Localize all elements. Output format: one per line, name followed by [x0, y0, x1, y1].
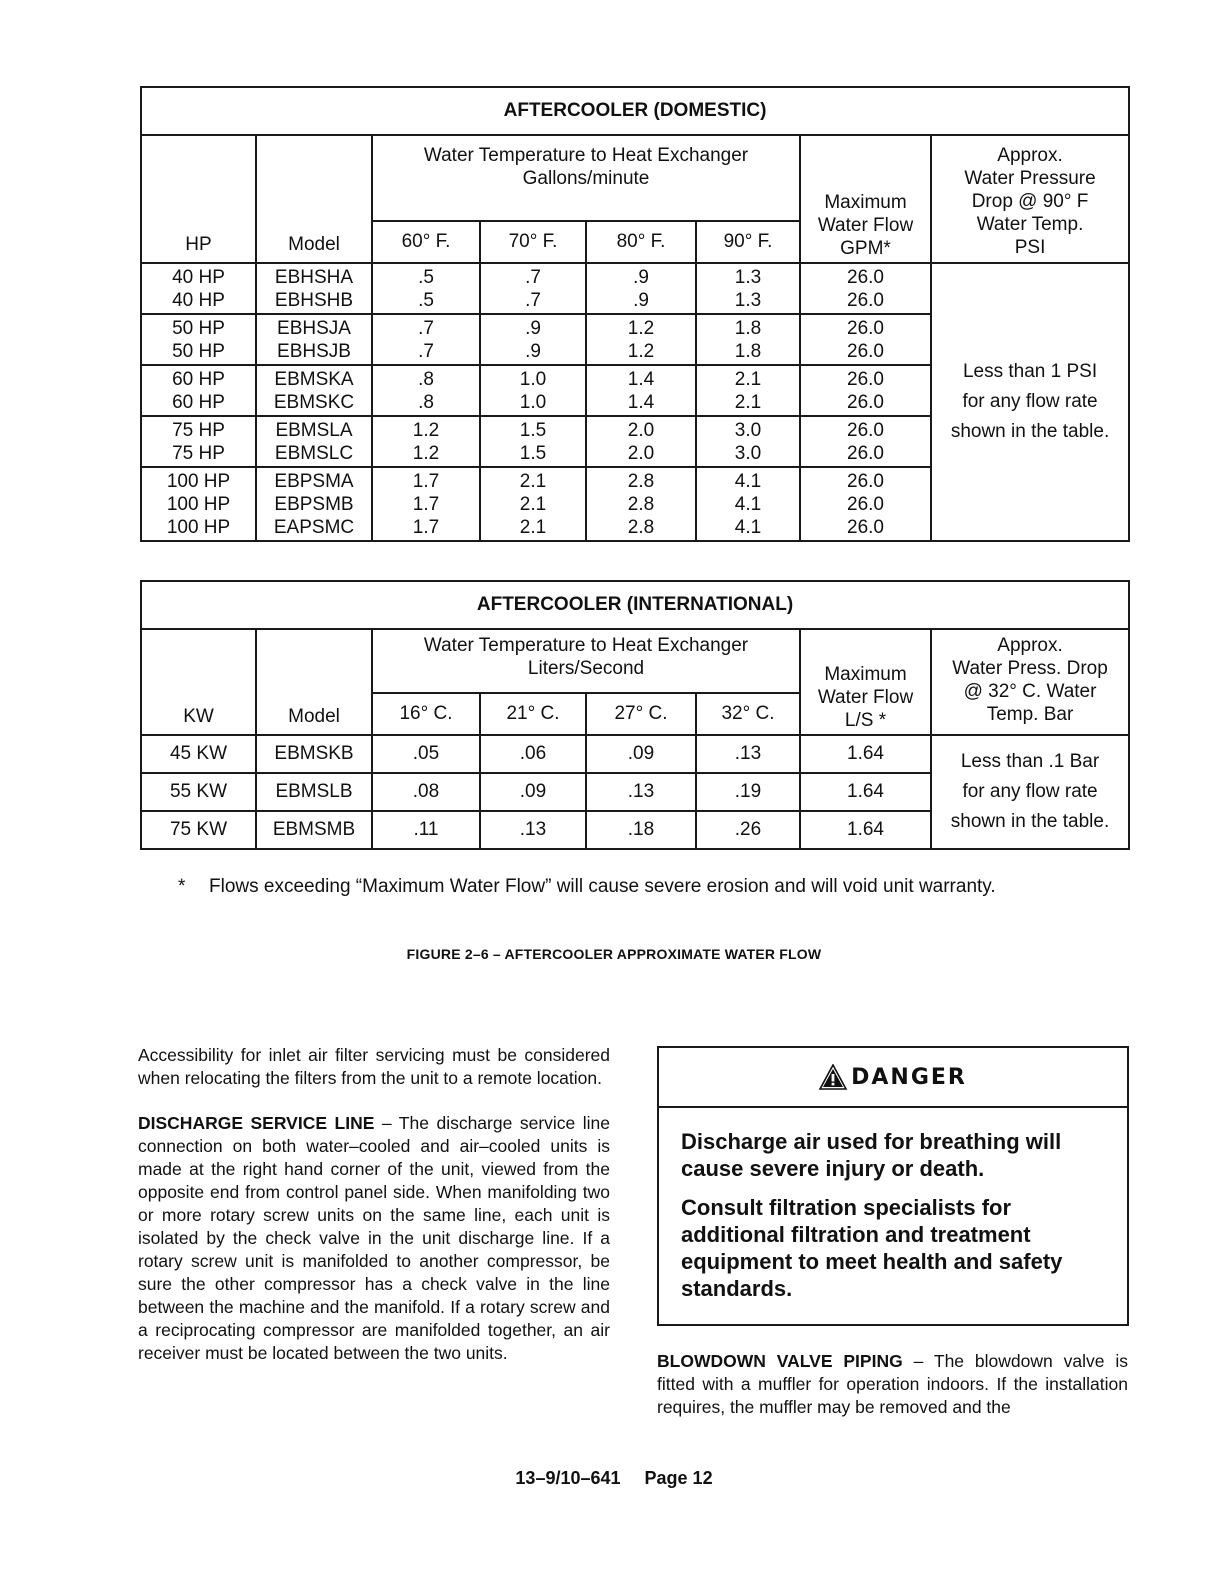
- kw-cell: 45 KW: [141, 735, 256, 773]
- header-line: GPM*: [840, 238, 891, 259]
- flow-cell: 1.2 1.2: [372, 416, 480, 467]
- paragraph: Accessibility for inlet air filter servicing must be considered when relocating the filters from the unit to a remote location.: [138, 1045, 610, 1088]
- flow-cell: 1.8 1.8: [696, 314, 800, 365]
- page-number: Page 12: [644, 1468, 713, 1488]
- hp-cell: 75 HP 75 HP: [141, 416, 256, 467]
- col-header-pressure-drop: [931, 135, 1129, 263]
- section-heading: DISCHARGE SERVICE LINE: [138, 1113, 375, 1133]
- header-line: Temp. Bar: [986, 704, 1074, 725]
- right-column-text: [657, 1350, 1128, 1419]
- model-cell: EBPSMA EBPSMB EAPSMC: [256, 467, 372, 541]
- document-number: 13–9/10–641: [515, 1468, 621, 1488]
- col-header-temp: 80° F.: [586, 221, 696, 263]
- col-header-water-temperature: [372, 629, 800, 693]
- footnote-text: Flows exceeding “Maximum Water Flow” will cause severe erosion and will void unit warranty.: [209, 876, 996, 897]
- danger-line: Discharge air used for breathing will cause severe injury or death.: [681, 1129, 1062, 1181]
- max-flow-cell: 1.64: [800, 811, 931, 849]
- section-body: – The discharge service line connection on both water–cooled and air–cooled units is made at the right hand corner of the unit, viewed from the opposite end from control panel side. When manifolding two or more rotary screw units on the same line, each unit is isolated by the check valve in the unit discharge line. If a rotary screw unit is manifolded to another compressor, be sure the other compressor has a check valve in the line between the machine and the manifold. If a rotary screw and a reciprocating compressor are manifolded together, an air receiver must be located between the two units.: [138, 1113, 611, 1363]
- header-line: PSI: [1014, 237, 1046, 258]
- header-line: Water Temp.: [976, 214, 1084, 235]
- flow-cell: .8 .8: [372, 365, 480, 416]
- hp-cell: 60 HP 60 HP: [141, 365, 256, 416]
- flow-cell: .06: [480, 735, 586, 773]
- model-cell: EBMSKB: [256, 735, 372, 773]
- kw-cell: 55 KW: [141, 773, 256, 811]
- model-cell: EBMSLA EBMSLC: [256, 416, 372, 467]
- col-header-model: Model: [256, 135, 372, 263]
- col-header-max-flow: [800, 135, 931, 263]
- flow-cell: 1.4 1.4: [586, 365, 696, 416]
- col-header-temp: 60° F.: [372, 221, 480, 263]
- danger-label: DANGER: [851, 1064, 967, 1090]
- col-header-temp: 70° F.: [480, 221, 586, 263]
- table-row-group: [141, 263, 1129, 314]
- col-header-temp: 21° C.: [480, 693, 586, 735]
- paragraph: [138, 1112, 610, 1365]
- pressure-drop-note: Less than 1 PSI for any flow rate shown in the table.: [931, 263, 1129, 541]
- model-cell: EBMSMB: [256, 811, 372, 849]
- model-cell: EBMSKA EBMSKC: [256, 365, 372, 416]
- header-line: Drop @ 90° F: [971, 191, 1089, 212]
- model-cell: EBMSLB: [256, 773, 372, 811]
- col-header-water-temperature: [372, 135, 800, 221]
- table-title: AFTERCOOLER (INTERNATIONAL): [141, 581, 1129, 629]
- header-line: Approx.: [997, 635, 1063, 656]
- figure-caption: FIGURE 2–6 – AFTERCOOLER APPROXIMATE WATER FLOW: [406, 946, 822, 962]
- header-line: @ 32° C. Water: [963, 681, 1097, 702]
- flow-cell: 1.2 1.2: [586, 314, 696, 365]
- header-line: Water Temperature to Heat Exchanger: [423, 145, 749, 166]
- flow-cell: 1.3 1.3: [696, 263, 800, 314]
- flow-cell: 2.8 2.8 2.8: [586, 467, 696, 541]
- danger-box: [657, 1046, 1129, 1326]
- header-line: Maximum: [824, 192, 907, 213]
- max-flow-cell: 1.64: [800, 773, 931, 811]
- max-flow-cell: 26.0 26.0: [800, 314, 931, 365]
- international-aftercooler-table: [140, 580, 1130, 850]
- col-header-temp: 27° C.: [586, 693, 696, 735]
- header-line: L/S *: [844, 710, 887, 731]
- flow-cell: 1.0 1.0: [480, 365, 586, 416]
- pressure-drop-note: Less than .1 Bar for any flow rate shown in the table.: [931, 735, 1129, 849]
- flow-cell: .05: [372, 735, 480, 773]
- flow-cell: .13: [696, 735, 800, 773]
- header-line: Water Flow: [817, 687, 914, 708]
- flow-cell: .08: [372, 773, 480, 811]
- flow-cell: .9 .9: [586, 263, 696, 314]
- max-flow-cell: 26.0 26.0: [800, 263, 931, 314]
- flow-cell: 1.5 1.5: [480, 416, 586, 467]
- flow-cell: .13: [586, 773, 696, 811]
- flow-cell: .09: [586, 735, 696, 773]
- left-column-text: [138, 1044, 610, 1387]
- flow-cell: .13: [480, 811, 586, 849]
- col-header-model: Model: [256, 629, 372, 735]
- hp-cell: 50 HP 50 HP: [141, 314, 256, 365]
- flow-cell: .18: [586, 811, 696, 849]
- flow-cell: .7 .7: [480, 263, 586, 314]
- header-line: Water Pressure: [964, 168, 1096, 189]
- section-body: – The blowdown valve is fitted with a muffler for operation indoors. If the installation requires, the muffler may be removed and the: [657, 1351, 1129, 1417]
- warning-triangle-icon: [819, 1064, 847, 1090]
- danger-header: [659, 1048, 1127, 1108]
- col-header-max-flow: [800, 629, 931, 735]
- model-cell: EBHSHA EBHSHB: [256, 263, 372, 314]
- col-header-temp: 16° C.: [372, 693, 480, 735]
- flow-cell: 1.7 1.7 1.7: [372, 467, 480, 541]
- col-header-hp: HP: [141, 135, 256, 263]
- flow-cell: .7 .7: [372, 314, 480, 365]
- header-line: Water Press. Drop: [952, 658, 1108, 679]
- header-line: Approx.: [997, 145, 1063, 166]
- kw-cell: 75 KW: [141, 811, 256, 849]
- footnote-asterisk: *: [178, 876, 186, 897]
- max-flow-cell: 26.0 26.0: [800, 365, 931, 416]
- flow-cell: .5 .5: [372, 263, 480, 314]
- section-heading: BLOWDOWN VALVE PIPING: [657, 1351, 903, 1371]
- max-flow-cell: 1.64: [800, 735, 931, 773]
- col-header-pressure-drop: [931, 629, 1129, 735]
- flow-cell: 2.1 2.1 2.1: [480, 467, 586, 541]
- header-line: Maximum: [824, 664, 907, 685]
- paragraph: [657, 1350, 1128, 1419]
- danger-message: [659, 1108, 1127, 1302]
- domestic-aftercooler-table: [140, 86, 1130, 542]
- table-footnote: [178, 876, 996, 898]
- hp-cell: 40 HP 40 HP: [141, 263, 256, 314]
- header-line: Water Flow: [817, 215, 914, 236]
- header-line: Liters/Second: [527, 658, 645, 679]
- flow-cell: .09: [480, 773, 586, 811]
- col-header-kw: KW: [141, 629, 256, 735]
- flow-cell: 2.1 2.1: [696, 365, 800, 416]
- hp-cell: 100 HP 100 HP 100 HP: [141, 467, 256, 541]
- flow-cell: 4.1 4.1 4.1: [696, 467, 800, 541]
- flow-cell: 2.0 2.0: [586, 416, 696, 467]
- flow-cell: 3.0 3.0: [696, 416, 800, 467]
- table-title: AFTERCOOLER (DOMESTIC): [141, 87, 1129, 135]
- model-cell: EBHSJA EBHSJB: [256, 314, 372, 365]
- col-header-temp: 32° C.: [696, 693, 800, 735]
- flow-cell: .26: [696, 811, 800, 849]
- danger-line: Consult filtration specialists for additional filtration and treatment equipment to meet health and safety standards.: [681, 1195, 1063, 1301]
- max-flow-cell: 26.0 26.0: [800, 416, 931, 467]
- header-line: Gallons/minute: [522, 168, 650, 189]
- flow-cell: .11: [372, 811, 480, 849]
- page-footer: [0, 1468, 1228, 1489]
- flow-cell: .19: [696, 773, 800, 811]
- col-header-temp: 90° F.: [696, 221, 800, 263]
- table-row: [141, 735, 1129, 773]
- flow-cell: .9 .9: [480, 314, 586, 365]
- max-flow-cell: 26.0 26.0 26.0: [800, 467, 931, 541]
- header-line: Water Temperature to Heat Exchanger: [423, 635, 749, 656]
